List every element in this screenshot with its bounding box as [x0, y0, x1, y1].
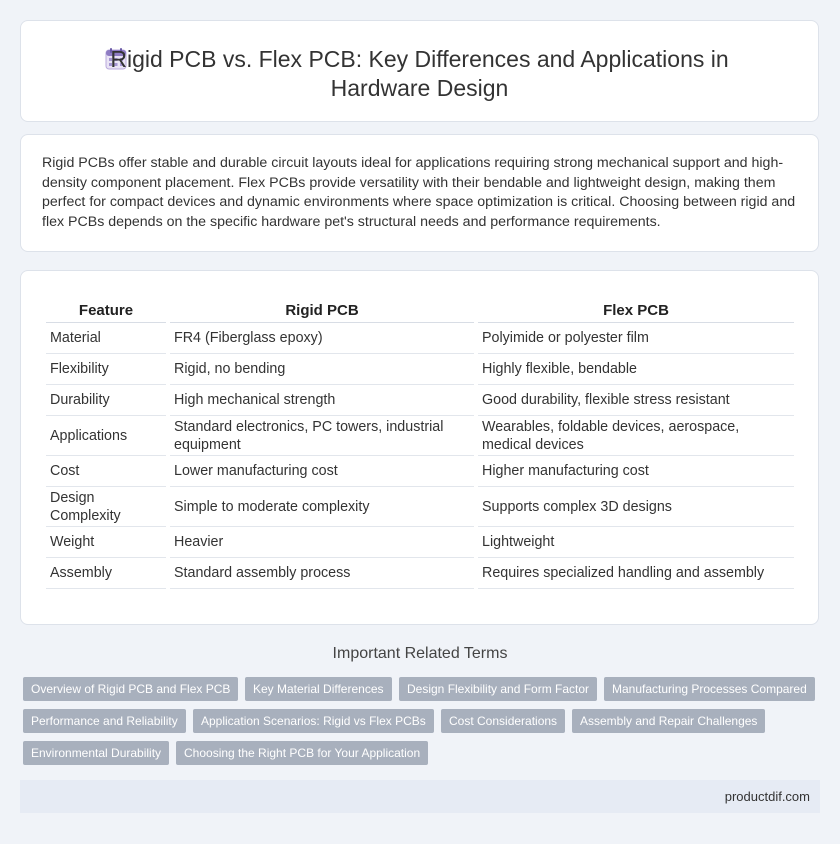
flex-cell: Polyimide or polyester film	[478, 323, 794, 354]
table-row	[46, 456, 794, 487]
tag-cost-considerations[interactable]: Cost Considerations	[441, 709, 565, 733]
header-rigid-pcb: Rigid PCB	[170, 294, 474, 323]
comparison-table	[42, 294, 798, 589]
table-row	[46, 558, 794, 589]
table-row	[46, 354, 794, 385]
rigid-cell: High mechanical strength	[170, 385, 474, 416]
table-row	[46, 487, 794, 527]
tag-material-differences[interactable]: Key Material Differences	[245, 677, 392, 701]
table-row	[46, 527, 794, 558]
footer-site[interactable]: productdif.com	[724, 789, 810, 804]
tag-assembly-repair[interactable]: Assembly and Repair Challenges	[572, 709, 765, 733]
rigid-cell: Heavier	[170, 527, 474, 558]
rigid-cell: Lower manufacturing cost	[170, 456, 474, 487]
feature-cell: Cost	[46, 456, 166, 487]
tag-manufacturing-processes[interactable]: Manufacturing Processes Compared	[604, 677, 815, 701]
feature-cell: Durability	[46, 385, 166, 416]
feature-cell: Assembly	[46, 558, 166, 589]
feature-cell: Applications	[46, 416, 166, 456]
rigid-cell: Simple to moderate complexity	[170, 487, 474, 527]
comparison-card	[20, 270, 819, 625]
feature-cell: Material	[46, 323, 166, 354]
tag-overview[interactable]: Overview of Rigid PCB and Flex PCB	[23, 677, 238, 701]
rigid-cell: Standard electronics, PC towers, industrial equipment	[170, 416, 474, 456]
flex-cell: Supports complex 3D designs	[478, 487, 794, 527]
feature-cell: Design Complexity	[46, 487, 166, 527]
table-row	[46, 385, 794, 416]
tag-performance-reliability[interactable]: Performance and Reliability	[23, 709, 186, 733]
rigid-cell: Standard assembly process	[170, 558, 474, 589]
related-terms-heading: Important Related Terms	[332, 645, 508, 662]
tag-application-scenarios[interactable]: Application Scenarios: Rigid vs Flex PCBs	[193, 709, 434, 733]
title-card	[20, 20, 819, 122]
page-title: Rigid PCB vs. Flex PCB: Key Differences and Applications in Hardware Design	[110, 46, 729, 101]
table-row	[46, 416, 794, 456]
flex-cell: Requires specialized handling and assembly	[478, 558, 794, 589]
flex-cell: Higher manufacturing cost	[478, 456, 794, 487]
header-feature: Feature	[46, 294, 166, 323]
intro-card	[20, 134, 819, 252]
rigid-cell: FR4 (Fiberglass epoxy)	[170, 323, 474, 354]
table-header-row	[46, 294, 794, 323]
flex-cell: Wearables, foldable devices, aerospace, medical devices	[478, 416, 794, 456]
feature-cell: Flexibility	[46, 354, 166, 385]
flex-cell: Good durability, flexible stress resistant	[478, 385, 794, 416]
footer	[20, 780, 820, 813]
rigid-cell: Rigid, no bending	[170, 354, 474, 385]
feature-cell: Weight	[46, 527, 166, 558]
header-flex-pcb: Flex PCB	[478, 294, 794, 323]
tag-choosing-right-pcb[interactable]: Choosing the Right PCB for Your Application	[176, 741, 428, 765]
intro-paragraph: Rigid PCBs offer stable and durable circuit layouts ideal for applications requiring strong mechanical support and high-density component placement. Flex PCBs provide versatility with their bendable and lightweight design, making them perfect for compact devices and dynamic environments where space optimization is critical. Choosing between rigid and flex PCBs depends on the specific hardware pet's structural needs and performance requirements.	[42, 155, 796, 230]
tag-environmental-durability[interactable]: Environmental Durability	[23, 741, 169, 765]
table-row	[46, 323, 794, 354]
flex-cell: Highly flexible, bendable	[478, 354, 794, 385]
flex-cell: Lightweight	[478, 527, 794, 558]
tag-design-flexibility[interactable]: Design Flexibility and Form Factor	[399, 677, 597, 701]
